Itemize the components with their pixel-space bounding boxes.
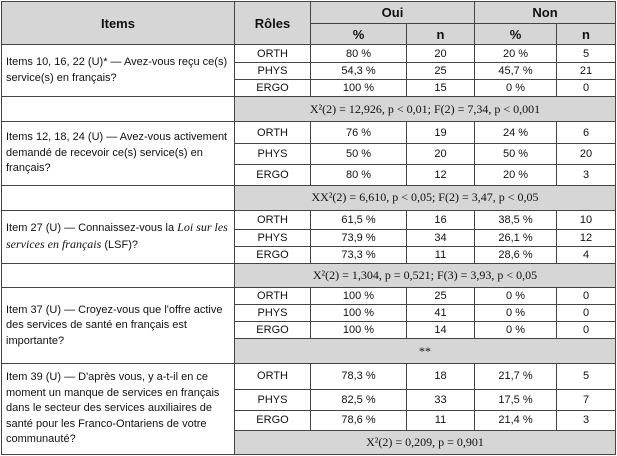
stat-cell: XX²(2) = 6,610, p < 0,05; F(2) = 3,47, p < 0,05: [235, 185, 616, 210]
non-pct-cell: 50 %: [475, 144, 557, 164]
oui-pct-cell: 61,5 %: [311, 210, 407, 229]
oui-pct-cell: 73,9 %: [311, 229, 407, 246]
oui-pct-cell: 54,3 %: [311, 63, 407, 80]
non-n-cell: 0: [557, 305, 616, 322]
question-cell: Items 12, 18, 24 (U) — Avez-vous activement demandé de recevoir ce(s) service(s) en français?: [2, 122, 235, 185]
non-n-cell: 6: [557, 122, 616, 144]
role-cell: ORTH: [235, 364, 311, 389]
oui-n-cell: 20: [407, 144, 475, 164]
role-cell: ERGO: [235, 410, 311, 430]
role-cell: ERGO: [235, 246, 311, 263]
role-cell: PHYS: [235, 305, 311, 322]
question-cell: [2, 210, 235, 263]
non-pct-cell: 17,5 %: [475, 389, 557, 410]
oui-n-cell: 11: [407, 246, 475, 263]
non-pct-cell: 21,7 %: [475, 364, 557, 389]
stat-cell: **: [235, 339, 616, 364]
role-cell: ERGO: [235, 164, 311, 185]
question-cell: Item 37 (U) — Croyez-vous que l'offre active des services de santé en français est importante?: [2, 288, 235, 364]
role-cell: ORTH: [235, 45, 311, 63]
table-row: [2, 122, 616, 144]
oui-n-cell: 19: [407, 122, 475, 144]
non-pct-cell: 20 %: [475, 45, 557, 63]
oui-pct-cell: 76 %: [311, 122, 407, 144]
role-cell: ORTH: [235, 210, 311, 229]
stat-spacer: [2, 97, 235, 122]
oui-n-cell: 11: [407, 410, 475, 430]
oui-pct-cell: 78,6 %: [311, 410, 407, 430]
table-row: [2, 45, 616, 63]
oui-pct-cell: 78,3 %: [311, 364, 407, 389]
oui-pct-header: %: [311, 24, 407, 45]
survey-results-table: [1, 1, 616, 455]
oui-n-cell: 15: [407, 80, 475, 97]
oui-pct-cell: 100 %: [311, 80, 407, 97]
non-n-cell: 12: [557, 229, 616, 246]
non-pct-cell: 21,4 %: [475, 410, 557, 430]
stat-spacer: [2, 185, 235, 210]
oui-n-cell: 34: [407, 229, 475, 246]
non-n-cell: 3: [557, 164, 616, 185]
non-pct-header: %: [475, 24, 557, 45]
role-cell: PHYS: [235, 63, 311, 80]
non-pct-cell: 0 %: [475, 288, 557, 305]
non-n-cell: 3: [557, 410, 616, 430]
role-cell: ORTH: [235, 288, 311, 305]
non-n-cell: 7: [557, 389, 616, 410]
non-n-cell: 0: [557, 80, 616, 97]
role-cell: ERGO: [235, 80, 311, 97]
oui-header: Oui: [311, 2, 475, 24]
oui-n-cell: 14: [407, 322, 475, 339]
law-title: Loi sur les services en français: [6, 220, 228, 251]
oui-pct-cell: 80 %: [311, 164, 407, 185]
non-pct-cell: 26,1 %: [475, 229, 557, 246]
non-n-cell: 4: [557, 246, 616, 263]
question-text: Item 27 (U) — Connaissez-vous la: [6, 222, 178, 235]
oui-pct-cell: 50 %: [311, 144, 407, 164]
stat-cell: X²(2) = 12,926, p < 0,01; F(2) = 7,34, p < 0,001: [235, 97, 616, 122]
question-cell: Item 39 (U) — D'après vous, y a-t-il en ce moment un manque de services en français dans le secteur des services auxiliaires de santé pour les Franco-Ontariens de votre communauté?: [2, 364, 235, 455]
non-n-cell: 0: [557, 322, 616, 339]
non-pct-cell: 45,7 %: [475, 63, 557, 80]
role-cell: PHYS: [235, 389, 311, 410]
non-pct-cell: 0 %: [475, 80, 557, 97]
non-n-header: n: [557, 24, 616, 45]
oui-n-cell: 33: [407, 389, 475, 410]
non-pct-cell: 20 %: [475, 164, 557, 185]
non-pct-cell: 0 %: [475, 305, 557, 322]
stat-row: [2, 97, 616, 122]
role-cell: ERGO: [235, 322, 311, 339]
non-header: Non: [475, 2, 616, 24]
oui-n-cell: 25: [407, 63, 475, 80]
oui-n-cell: 18: [407, 364, 475, 389]
non-n-cell: 10: [557, 210, 616, 229]
non-n-cell: 21: [557, 63, 616, 80]
oui-pct-cell: 100 %: [311, 305, 407, 322]
non-n-cell: 0: [557, 288, 616, 305]
oui-pct-cell: 100 %: [311, 288, 407, 305]
stat-row: [2, 185, 616, 210]
non-pct-cell: 0 %: [475, 322, 557, 339]
oui-n-header: n: [407, 24, 475, 45]
oui-pct-cell: 100 %: [311, 322, 407, 339]
table-row: [2, 364, 616, 389]
oui-n-cell: 20: [407, 45, 475, 63]
non-pct-cell: 28,6 %: [475, 246, 557, 263]
oui-n-cell: 12: [407, 164, 475, 185]
roles-header: Rôles: [235, 2, 311, 45]
oui-pct-cell: 80 %: [311, 45, 407, 63]
oui-pct-cell: 82,5 %: [311, 389, 407, 410]
non-pct-cell: 24 %: [475, 122, 557, 144]
question-text: (LSF)?: [101, 238, 138, 251]
non-pct-cell: 38,5 %: [475, 210, 557, 229]
stat-row: [2, 263, 616, 287]
stat-spacer: [2, 263, 235, 287]
oui-pct-cell: 73,3 %: [311, 246, 407, 263]
non-n-cell: 20: [557, 144, 616, 164]
role-cell: PHYS: [235, 229, 311, 246]
oui-n-cell: 25: [407, 288, 475, 305]
items-header: Items: [2, 2, 235, 45]
question-cell: Items 10, 16, 22 (U)* — Avez-vous reçu ce(s) service(s) en français?: [2, 45, 235, 97]
role-cell: ORTH: [235, 122, 311, 144]
stat-cell: X²(2) = 1,304, p = 0,521; F(3) = 3,93, p < 0,05: [235, 263, 616, 287]
stat-cell: X²(2) = 0,209, p = 0,901: [235, 430, 616, 454]
table-row: [2, 210, 616, 229]
role-cell: PHYS: [235, 144, 311, 164]
non-n-cell: 5: [557, 45, 616, 63]
non-n-cell: 5: [557, 364, 616, 389]
table-row: [2, 288, 616, 305]
oui-n-cell: 41: [407, 305, 475, 322]
oui-n-cell: 16: [407, 210, 475, 229]
